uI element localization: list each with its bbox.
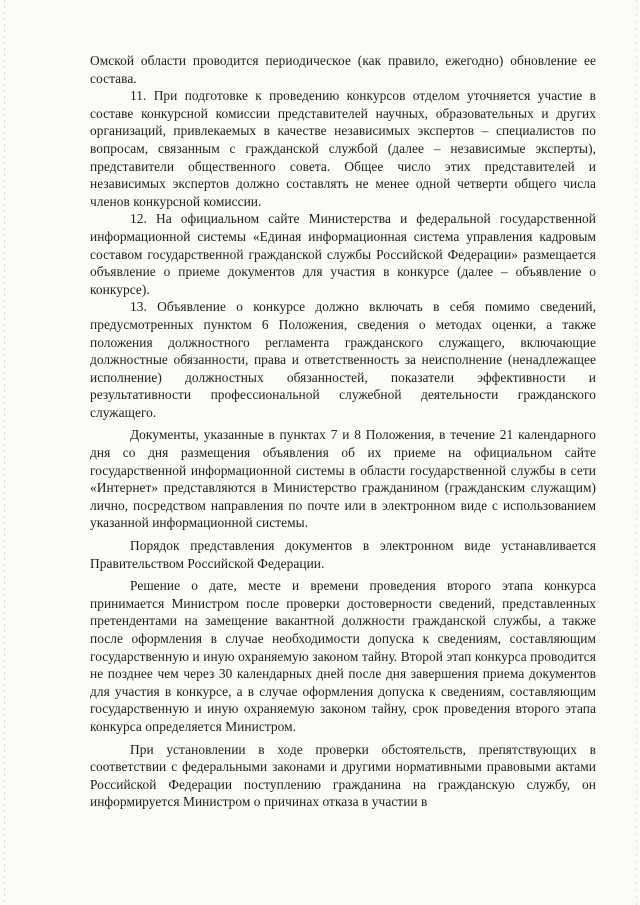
paragraph-continuation: Омской области проводится периодическое (как правило, ежегодно) обновление ее состава. bbox=[90, 53, 596, 86]
scan-edge-right bbox=[636, 0, 637, 905]
paragraph-documents: Документы, указанные в пунктах 7 и 8 Положения, в течение 21 календарного дня со дня размещения объявления об их приеме на официальном сайте государственной информационной системы в области государственной службы в сети «Интернет» представляются в Министерство гражданином (гражданским служащим) лично, посредством направления по почте или в электронном виде с использованием указанной информационной системы. bbox=[90, 427, 596, 531]
paragraph-electronic-procedure: Порядок представления документов в электронном виде устанавливается Правительством Российской Федерации. bbox=[90, 538, 596, 571]
document-body bbox=[90, 52, 596, 811]
scan-edge-left bbox=[4, 0, 5, 905]
paragraph-12: 12. На официальном сайте Министерства и федеральной государственной информационной системы «Единая информационная система управления кадровым составом государственной гражданской службы Российской Федерации» размещается объявление о приеме документов для участия в конкурсе (далее – объявление о конкурсе). bbox=[90, 211, 596, 297]
paragraph-11: 11. При подготовке к проведению конкурсов отделом уточняется участие в составе конкурсной комиссии представителей научных, образовательных и других организаций, привлекаемых в качестве независимых экспертов – специалистов по вопросам, связанным с гражданской службой (далее – независимые эксперты), представители общественного совета. Общее число этих представителей и независимых экспертов должно составлять не менее одной четверти общего числа членов конкурсной комиссии. bbox=[90, 88, 596, 209]
paragraph-second-stage: Решение о дате, месте и времени проведения второго этапа конкурса принимается Министром после проверки достоверности сведений, представленных претендентами на замещение вакантной должности гражданской службы, а также после оформления в случае необходимости допуска к сведениям, составляющим государственную и иную охраняемую законом тайну. Второй этап конкурса проводится не позднее чем через 30 календарных дней после дня завершения приема документов для участия в конкурсе, а в случае оформления допуска к сведениям, составляющим государственную и иную охраняемую законом тайну, срок проведения второго этапа конкурса определяется Министром. bbox=[90, 578, 596, 734]
paragraph-13: 13. Объявление о конкурсе должно включать в себя помимо сведений, предусмотренных пунктом 6 Положения, сведения о методах оценки, а также положения должностного регламента гражданского служащего, включающие должностные обязанности, права и ответственность за неисполнение (ненадлежащее исполнение) должностных обязанностей, показатели эффективности и результативности профессиональной служебной деятельности гражданского служащего. bbox=[90, 299, 596, 420]
paragraph-refusal: При установлении в ходе проверки обстоятельств, препятствующих в соответствии с федеральными законами и другими нормативными правовыми актами Российской Федерации поступлению гражданина на гражданскую службу, он информируется Министром о причинах отказа в участии в bbox=[90, 741, 596, 810]
